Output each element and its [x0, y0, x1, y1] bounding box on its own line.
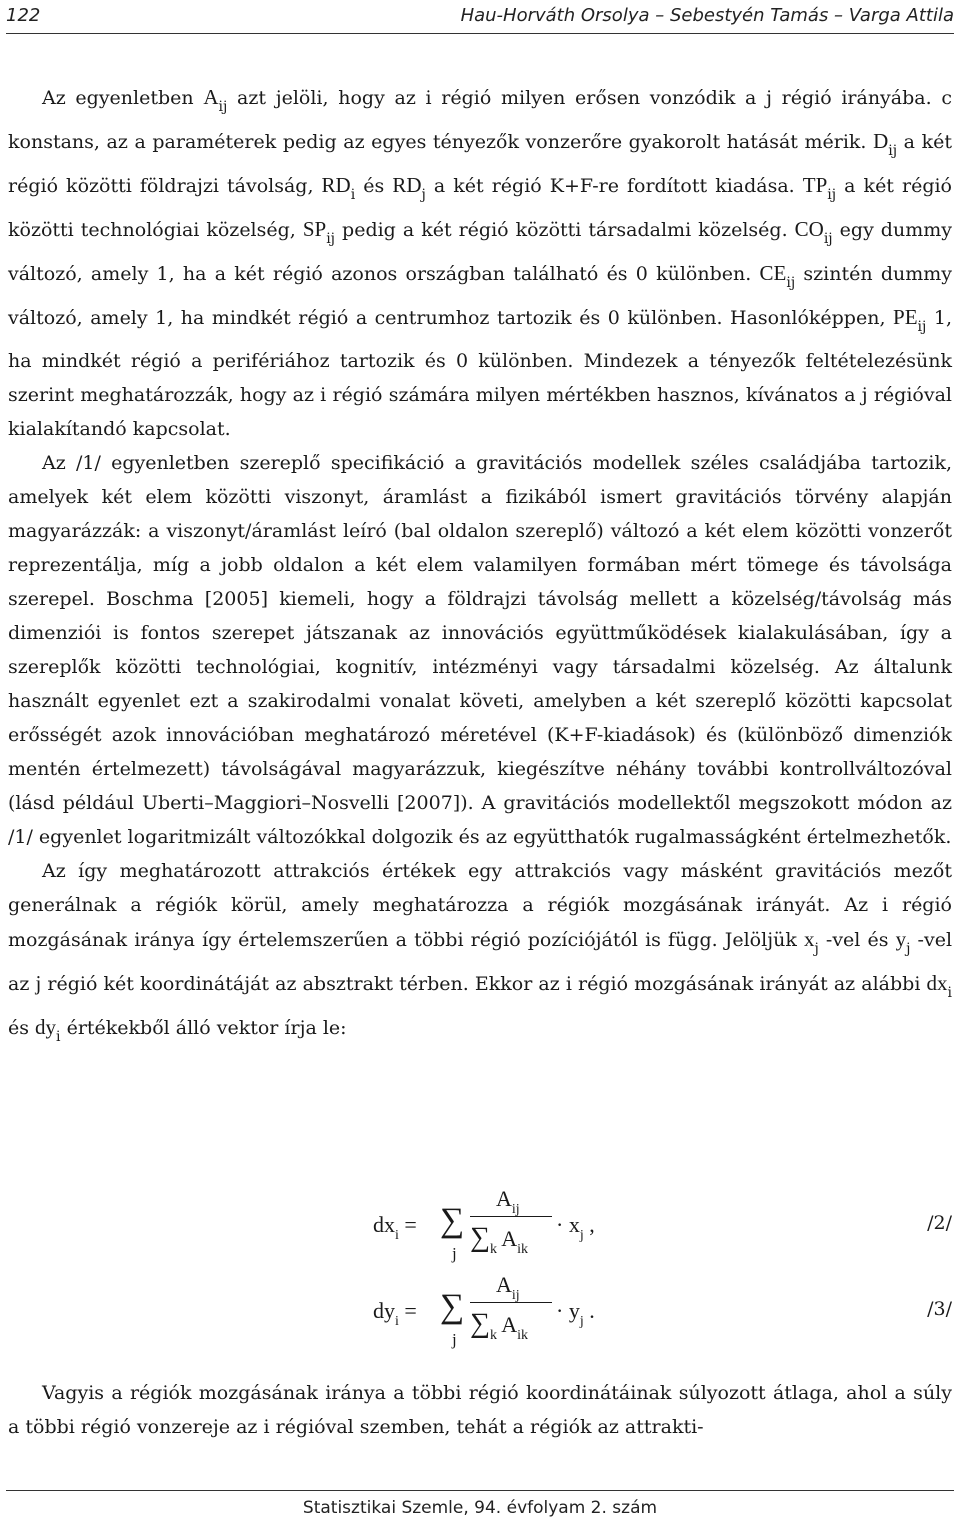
fraction-denominator [470, 1308, 528, 1344]
equation-2 [0, 1186, 960, 1266]
fraction-bar [470, 1216, 552, 1217]
text-span: -vel az [8, 929, 953, 995]
text-span: értékekből álló vektor írja le: [60, 1017, 347, 1039]
subscript: ij [326, 231, 336, 247]
numerator-symbol: A [496, 1272, 512, 1297]
header-rule [6, 33, 954, 34]
text-span: és [355, 175, 393, 197]
subscript: ij [511, 1202, 520, 1217]
denominator-symbol: A [501, 1312, 518, 1337]
multiplication-dot: · [556, 1212, 569, 1237]
equation-number: /2/ [927, 1212, 952, 1234]
multiplication-dot: · [556, 1298, 569, 1323]
symbol-rd-j: RD [392, 173, 422, 197]
summation-index: k [489, 1242, 497, 1257]
paragraph-attraction-field [8, 854, 952, 1054]
summation-sign: ∑ [470, 1222, 490, 1253]
subscript: ij [218, 99, 228, 115]
text-span: régió két koordinátáját az absztrakt térben. Ekkor az i régió mozgásának irányát az alábbi [41, 973, 927, 995]
symbol-y: y [895, 927, 907, 951]
equals-sign: = [398, 1212, 417, 1237]
running-header-authors: Hau-Horváth Orsolya – Sebestyén Tamás – Varga Attila [460, 5, 954, 26]
body-text-continued [8, 1376, 952, 1444]
subscript: i [395, 1228, 399, 1243]
running-footer [0, 1490, 960, 1526]
subscript: ij [888, 143, 898, 159]
text-span: egy dummy változó, amely 1, ha a két régió azonos országban található és 0 különben. [8, 219, 952, 285]
subscript: ik [517, 1242, 529, 1257]
punctuation: . [589, 1298, 595, 1323]
text-span: szintén dummy változó, amely 1, ha mindkét régió a centrumhoz tartozik és 0 különben. Hasonlóképpen, [8, 263, 952, 329]
fraction-numerator [496, 1186, 520, 1218]
symbol-sp: SP [302, 217, 327, 241]
summation-index: k [489, 1328, 497, 1343]
text-span: Az így meghatározott attrakciós értékek egy attrakciós vagy másként gravitációs mezőt generálnak a régiók körül, amely meghatározza a régiók mozgásának irányát. Az i régió mozgásának iránya így értelemszerűen a többi régió pozíciójától is függ. Jelöljük [8, 860, 952, 951]
summation-sign: ∑ [440, 1288, 465, 1325]
paragraph-variable-definitions [8, 80, 952, 446]
text-span: Az egyenletben [42, 87, 204, 109]
punctuation: , [589, 1212, 595, 1237]
subscript: i [56, 1029, 61, 1045]
lhs-symbol: dx [373, 1212, 395, 1237]
variable-symbol: y [568, 1298, 580, 1323]
symbol-x: x [803, 927, 815, 951]
text-span: a két régió K+F-re fordított kiadása. [425, 175, 803, 197]
symbol-dy: dy [35, 1015, 57, 1039]
subscript: ij [786, 275, 796, 291]
subscript: j [579, 1228, 584, 1243]
paragraph-gravity-models: Az /1/ egyenletben szereplő specifikáció a gravitációs modellek széles családjába tartozik, amelyek két elem közötti viszonyt, áramlást a fizikából ismert gravitációs törvény alapján magyarázzák: a viszonyt/áramlást leíró (bal oldalon szereplő) változó a két elem közötti vonzerőt reprezentálja, míg a jobb oldalon a két elem valamilyen formában mért tömege és távolsága szerepel. Boschma [2005] kiemeli, hogy a földrajzi távolság mellett a közelség/távolság más dimenziói is fontos szerepet játszanak az innovációs együttműködések kialakulásában, így a szereplők közötti technológiai, kognitív, intézményi vagy társadalmi közelség. Az általunk használt egyenlet ezt a szakirodalmi vonalat követi, amelyben a két szereplő közötti kapcsolat erősségét azok innovációban meghatározó méretével (K+F-kiadások) és (különböző dimenziók mentén értelmezett) távolságával magyarázzuk, kiegészítve néhány további kontrollváltozóval (lásd például Uberti–Maggiori–Nosvelli [2007]). A gravitációs modellektől megszokott módon az /1/ egyenlet logaritmizált változókkal dolgozik és az együtthatók rugalmasságként értelmezhetők. [8, 452, 952, 848]
equation-3 [0, 1272, 960, 1352]
subscript: j [814, 941, 819, 957]
text-span: azt jelöli, hogy az i régió milyen erősen vonzódik a j régió irányába. c konstans, az a paraméterek pedig az egyes tényezők vonzerőre gyakorolt hatását mérik. [8, 87, 952, 153]
fraction-numerator [496, 1272, 520, 1304]
subscript: ik [517, 1328, 529, 1343]
summation-sign: ∑ [440, 1202, 465, 1239]
symbol-pe: PE [893, 305, 918, 329]
summation-sign: ∑ [470, 1308, 490, 1339]
subscript: i [350, 187, 356, 203]
denominator-symbol: A [501, 1226, 518, 1251]
paragraph-movement-direction: Vagyis a régiók mozgásának iránya a többi régió koordinátáinak súlyozott átlaga, ahol a súly a többi régió vonzereje az i régióval szemben, tehát a régiók az attrakti- [8, 1382, 952, 1438]
subscript: j [906, 941, 911, 957]
text-span: -vel és [818, 929, 896, 951]
text-span: a két régió közötti földrajzi távolság, [8, 131, 952, 197]
symbol-tp: TP [802, 173, 828, 197]
symbol-j: j [35, 971, 42, 995]
subscript: ij [917, 319, 927, 335]
text-span: 1, ha mindkét régió a perifériához tartozik és 0 különben. Mindezek a tényezők feltételezésünk szerint meghatározzák, hogy az i régió számára milyen mértékben hasznos, kívánatos a j régióval kialakítandó kapcsolat. [8, 307, 953, 440]
equation-lhs [373, 1212, 417, 1244]
variable-symbol: x [568, 1212, 580, 1237]
text-span: a két régió közötti technológiai közelség, [8, 175, 952, 241]
summation-index: j [452, 1244, 457, 1263]
text-span: és [8, 1017, 36, 1039]
symbol-a: A [203, 85, 219, 109]
equation-lhs [373, 1298, 417, 1330]
numerator-symbol: A [496, 1186, 512, 1211]
equals-sign: = [398, 1298, 417, 1323]
subscript: ij [827, 187, 837, 203]
fraction-denominator [470, 1222, 528, 1258]
symbol-ce: CE [759, 261, 787, 285]
equation-rhs [556, 1212, 595, 1244]
subscript: i [395, 1314, 399, 1329]
subscript: j [579, 1314, 584, 1329]
equation-number: /3/ [927, 1298, 952, 1320]
fraction-bar [470, 1302, 552, 1303]
text-span: pedig a két régió közötti társadalmi közelség. [335, 219, 795, 241]
subscript: j [421, 187, 426, 203]
subscript: ij [823, 231, 833, 247]
symbol-dx: dx [926, 971, 948, 995]
equation-rhs [556, 1298, 595, 1330]
running-header [0, 0, 960, 34]
footer-rule [6, 1490, 954, 1491]
summation-index: j [452, 1330, 457, 1349]
lhs-symbol: dy [373, 1298, 395, 1323]
body-text [8, 80, 952, 1054]
subscript: i [947, 985, 952, 1001]
symbol-d: D [873, 129, 889, 153]
journal-issue: Statisztikai Szemle, 94. évfolyam 2. szám [302, 1498, 658, 1518]
subscript: ij [511, 1288, 520, 1303]
symbol-rd-i: RD [321, 173, 351, 197]
symbol-co: CO [794, 217, 824, 241]
page-number: 122 [6, 5, 41, 26]
